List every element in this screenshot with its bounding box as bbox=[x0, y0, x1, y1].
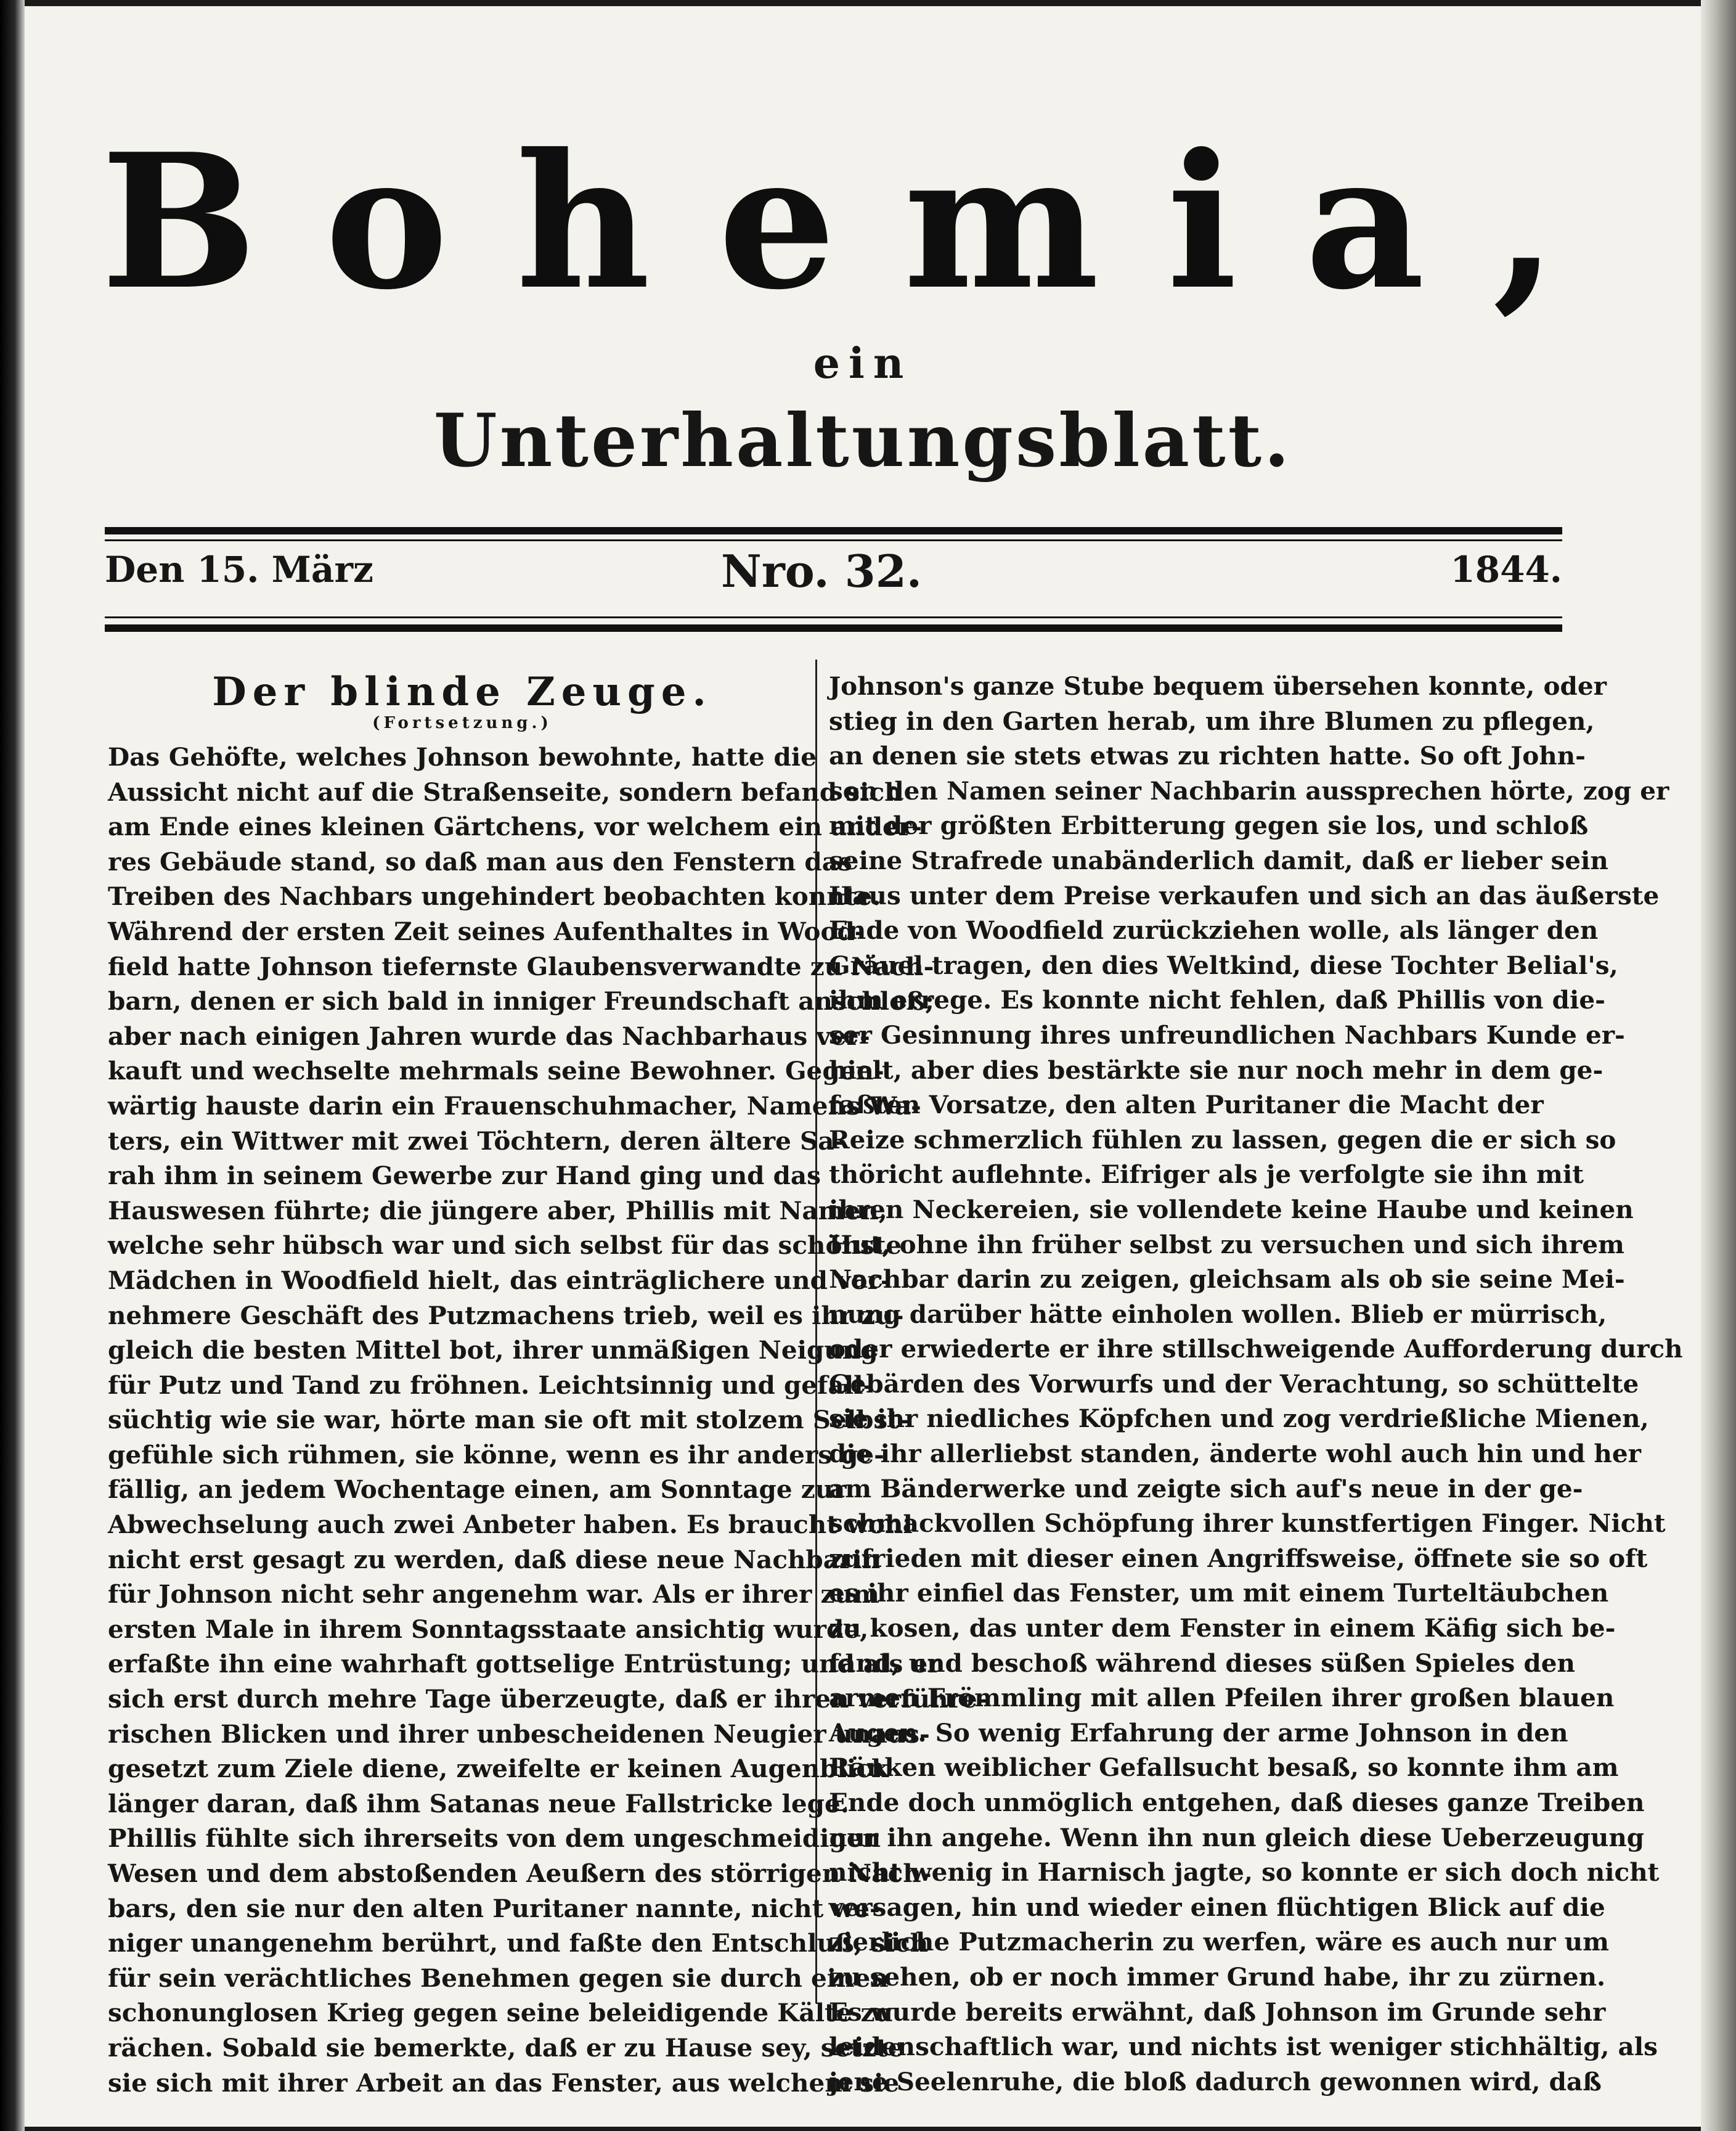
text-line: süchtig wie sie war, hörte man sie oft mit stolzem Selbst- bbox=[108, 1405, 910, 1435]
text-line: Ende von Woodfield zurückziehen wolle, als länger den bbox=[829, 915, 1599, 946]
text-line: jene Seelenruhe, die bloß dadurch gewonnen wird, daß bbox=[829, 2066, 1602, 2096]
text-line: rächen. Sobald sie bemerkte, daß er zu Hause sey, setzte bbox=[108, 2032, 904, 2063]
text-line: faßten Vorsatze, den alten Puritaner die Macht der bbox=[829, 1090, 1544, 1120]
text-line: Ende doch unmöglich entgehen, daß dieses ganze Treiben bbox=[829, 1788, 1645, 1817]
text-line: Johnson's ganze Stube bequem übersehen konnte, oder bbox=[829, 671, 1607, 701]
text-line: Gräuel tragen, den dies Weltkind, diese Tochter Belial's, bbox=[829, 950, 1618, 980]
text-line: wärtig hauste darin ein Frauenschuhmacher, Namens Wa- bbox=[108, 1090, 921, 1121]
issue-year: 1844. bbox=[1450, 549, 1562, 591]
text-line: Es wurde bereits erwähnt, daß Johnson im Grunde sehr bbox=[829, 1997, 1606, 2027]
text-line: niger unangenehm berührt, und faßte den Entschluß, sich bbox=[108, 1928, 929, 1958]
bottom-rule-thin bbox=[105, 616, 1562, 618]
text-line: die ihr allerliebst standen, änderte wohl auch hin und her bbox=[829, 1439, 1641, 1469]
text-line: ihren Neckereien, sie vollendete keine Haube und keinen bbox=[829, 1194, 1634, 1224]
text-line: zierliche Putzmacherin zu werfen, wäre es auch nur um bbox=[829, 1927, 1609, 1957]
text-line: ters, ein Wittwer mit zwei Töchtern, deren ältere Sa- bbox=[108, 1126, 845, 1156]
bottom-rule-thick bbox=[105, 624, 1562, 632]
text-line: an denen sie stets etwas zu richten hatte. So oft John- bbox=[829, 741, 1586, 771]
text-line: ersten Male in ihrem Sonntagsstaate ansichtig wurde, bbox=[108, 1614, 869, 1644]
text-line: Treiben des Nachbars ungehindert beobachten konnte. bbox=[108, 881, 881, 912]
text-line: fand, und beschoß während dieses süßen Spieles den bbox=[829, 1648, 1575, 1678]
article-title: Der blinde Zeuge. bbox=[212, 669, 712, 715]
text-line: leidenschaftlich war, und nichts ist weniger stichhältig, als bbox=[829, 2032, 1658, 2062]
text-line: kauft und wechselte mehrmals seine Bewohner. Gegen- bbox=[108, 1056, 884, 1086]
text-line: barn, denen er sich bald in inniger Freundschaft anschloß; bbox=[108, 986, 934, 1016]
text-line: es ihr einfiel das Fenster, um mit einem Turteltäubchen bbox=[829, 1578, 1609, 1608]
text-line: schonunglosen Krieg gegen seine beleidigende Kälte zu bbox=[108, 1998, 894, 2028]
text-line: Das Gehöfte, welches Johnson bewohnte, hatte die bbox=[108, 742, 817, 772]
text-line: rah ihm in seinem Gewerbe zur Hand ging und das bbox=[108, 1161, 821, 1191]
text-line: zu sehen, ob er noch immer Grund habe, ihr zu zürnen. bbox=[829, 1961, 1606, 1992]
text-line: Hauswesen führte; die jüngere aber, Phillis mit Namen, bbox=[108, 1195, 887, 1225]
text-line: Ränken weiblicher Gefallsucht besaß, so konnte ihm am bbox=[829, 1753, 1619, 1783]
text-line: am Ende eines kleinen Gärtchens, vor welchem ein ander- bbox=[108, 812, 922, 842]
dateline bbox=[105, 545, 1562, 598]
text-line: fällig, an jedem Wochentage einen, am Sonntage zur bbox=[108, 1475, 847, 1505]
text-line: Abwechselung auch zwei Anbeter haben. Es braucht wohl bbox=[108, 1510, 913, 1540]
text-line: Hut, ohne ihn früher selbst zu versuchen und sich ihrem bbox=[829, 1229, 1624, 1259]
text-line: field hatte Johnson tiefernste Glaubensverwandte zu Nach- bbox=[108, 951, 934, 981]
text-line: zufrieden mit dieser einen Angriffsweise, öffnete sie so oft bbox=[829, 1543, 1648, 1573]
issue-date: Den 15. März bbox=[105, 549, 373, 591]
text-line: gefühle sich rühmen, sie könne, wenn es ihr anders ge- bbox=[108, 1439, 884, 1470]
text-line: Augen. So wenig Erfahrung der arme Johnson in den bbox=[829, 1717, 1568, 1748]
text-line: Nachbar darin zu zeigen, gleichsam als ob sie seine Mei- bbox=[829, 1264, 1625, 1295]
masthead-connector: ein bbox=[813, 339, 913, 388]
text-line: nicht wenig in Harnisch jagte, so konnte er sich doch nicht bbox=[829, 1857, 1660, 1888]
masthead-subtitle: Unterhaltungsblatt. bbox=[433, 398, 1292, 483]
article-left-column bbox=[108, 740, 988, 2100]
text-line: gleich die besten Mittel bot, ihrer unmäßigen Neigung bbox=[108, 1335, 878, 1365]
text-line: am Bänderwerke und zeigte sich auf's neue in der ge- bbox=[829, 1473, 1583, 1503]
text-line: zu kosen, das unter dem Fenster in einem Käfig sich be- bbox=[829, 1613, 1616, 1643]
text-line: Gebärden des Vorwurfs und der Verachtung, so schüttelte bbox=[829, 1368, 1639, 1399]
text-line: Aussicht nicht auf die Straßenseite, sondern befand sich bbox=[108, 777, 903, 807]
text-line: Reize schmerzlich fühlen zu lassen, gegen die er sich so bbox=[829, 1124, 1616, 1155]
text-line: oder erwiederte er ihre stillschweigende Aufforderung durch bbox=[829, 1334, 1683, 1364]
text-line: für Johnson nicht sehr angenehm war. Als er ihrer zum bbox=[108, 1579, 879, 1609]
text-line: sie ihr niedliches Köpfchen und zog verdrießliche Mienen, bbox=[829, 1404, 1649, 1434]
text-line: rischen Blicken und ihrer unbescheidenen Neugier unaus- bbox=[108, 1719, 930, 1749]
text-line: armen Frömmling mit allen Pfeilen ihrer großen blauen bbox=[829, 1683, 1615, 1713]
text-line: seine Strafrede unabänderlich damit, daß er lieber sein bbox=[829, 845, 1608, 875]
top-rule-thick bbox=[105, 527, 1562, 534]
issue-number: Nro. 32. bbox=[721, 545, 922, 597]
text-line: ihm errege. Es konnte nicht fehlen, daß Phillis von die- bbox=[829, 985, 1605, 1015]
newspaper-page bbox=[25, 6, 1701, 2127]
page-right-edge bbox=[1701, 0, 1736, 2131]
text-line: nicht erst gesagt zu werden, daß diese neue Nachbarin bbox=[108, 1544, 881, 1574]
text-line: aber nach einigen Jahren wurde das Nachbarhaus ver- bbox=[108, 1021, 870, 1051]
text-line: Phillis fühlte sich ihrerseits von dem ungeschmeidigen bbox=[108, 1823, 881, 1854]
book-spine-shadow bbox=[0, 0, 25, 2131]
text-line: Während der ersten Zeit seines Aufenthaltes in Wood- bbox=[108, 916, 865, 946]
text-line: für Putz und Tand zu fröhnen. Leichtsinnig und gefall- bbox=[108, 1370, 874, 1400]
text-line: thöricht auflehnte. Eifriger als je verfolgte sie ihn mit bbox=[829, 1160, 1584, 1190]
text-line: schmackvollen Schöpfung ihrer kunstfertigen Finger. Nicht bbox=[829, 1508, 1666, 1539]
text-line: bars, den sie nur den alten Puritaner nannte, nicht we- bbox=[108, 1893, 880, 1923]
text-line: erfaßte ihn eine wahrhaft gottselige Entrüstung; und als er bbox=[108, 1649, 941, 1679]
text-line: nur ihn angehe. Wenn ihn nun gleich diese Ueberzeugung bbox=[829, 1822, 1645, 1852]
text-line: für sein verächtliches Benehmen gegen sie durch einen bbox=[108, 1963, 889, 1993]
text-line: stieg in den Garten herab, um ihre Blumen zu pflegen, bbox=[829, 706, 1595, 736]
text-line: Haus unter dem Preise verkaufen und sich an das äußerste bbox=[829, 880, 1660, 910]
article-continued-note: (Fortsetzung.) bbox=[372, 714, 552, 732]
text-line: länger daran, daß ihm Satanas neue Fallstricke lege. bbox=[108, 1788, 849, 1818]
top-rule-thin bbox=[105, 539, 1562, 541]
text-line: nehmere Geschäft des Putzmachens trieb, weil es ihr zu- bbox=[108, 1300, 904, 1330]
text-line: hielt, aber dies bestärkte sie nur noch mehr in dem ge- bbox=[829, 1055, 1604, 1085]
text-line: mit der größten Erbitterung gegen sie los, und schloß bbox=[829, 811, 1589, 841]
text-line: sie sich mit ihrer Arbeit an das Fenster, aus welchem sie bbox=[108, 2068, 900, 2098]
text-line: versagen, hin und wieder einen flüchtigen Blick auf die bbox=[829, 1892, 1605, 1922]
text-line: ser Gesinnung ihres unfreundlichen Nachbars Kunde er- bbox=[829, 1020, 1625, 1050]
masthead-title: Bohemia, bbox=[100, 113, 1625, 330]
text-line: sich erst durch mehre Tage überzeugte, daß er ihren verführe- bbox=[108, 1684, 988, 1714]
text-line: res Gebäude stand, so daß man aus den Fenstern das bbox=[108, 846, 852, 877]
text-line: gesetzt zum Ziele diene, zweifelte er keinen Augenblick bbox=[108, 1754, 889, 1784]
text-line: Wesen und dem abstoßenden Aeußern des störrigen Nach- bbox=[108, 1859, 932, 1888]
article-right-column bbox=[829, 669, 1683, 2099]
text-line: nung darüber hätte einholen wollen. Blieb er mürrisch, bbox=[829, 1299, 1607, 1329]
text-line: Mädchen in Woodfield hielt, das einträglichere und vor- bbox=[108, 1265, 891, 1295]
text-line: son den Namen seiner Nachbarin aussprechen hörte, zog er bbox=[829, 775, 1669, 806]
text-line: welche sehr hübsch war und sich selbst für das schönste bbox=[108, 1230, 902, 1261]
